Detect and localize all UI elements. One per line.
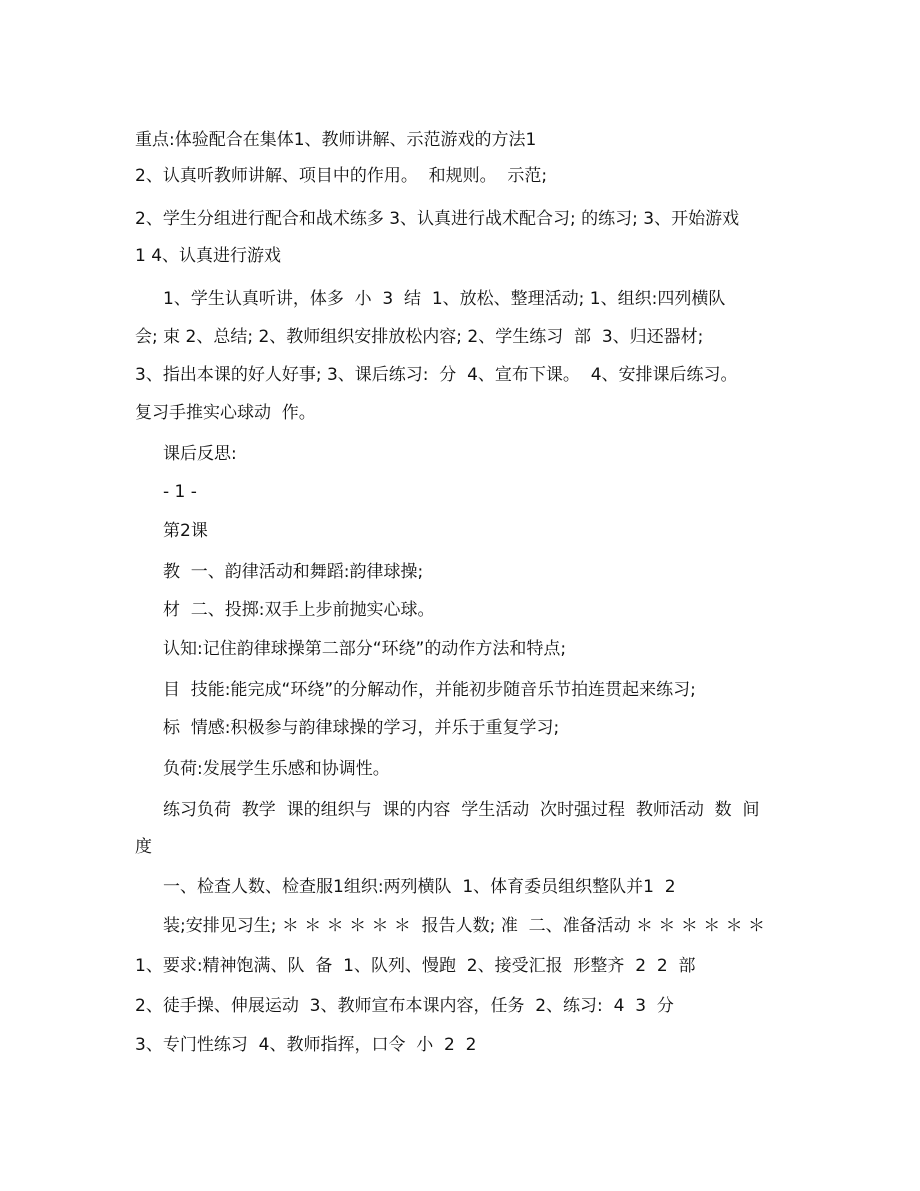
text-line: 2、认真听教师讲解、项目中的作用。 和规则。 示范; [135,166,548,186]
text-line: 1、学生认真听讲，体多 小 3 结 1、放松、整理活动; 1、组织:四列横队 [163,289,726,309]
text-line: 目 技能:能完成“环绕”的分解动作，并能初步随音乐节拍连贯起来练习; [163,680,696,700]
text-line: 负荷:发展学生乐感和协调性。 [163,759,390,779]
text-line: 练习负荷 教学 课的组织与 课的内容 学生活动 次时强过程 教师活动 数 间 [163,800,760,820]
text-line: 材 二、投掷:双手上步前抛实心球。 [163,600,435,620]
text-line: 一、检查人数、检查服1组织:两列横队 1、体育委员组织整队并1 2 [163,877,676,897]
text-line: 1、要求:精神饱满、队 备 1、队列、慢跑 2、接受汇报 形整齐 2 2 部 [135,956,696,976]
text-line: 2、徒手操、伸展运动 3、教师宣布本课内容，任务 2、练习: 4 3 分 [135,996,674,1016]
text-line: 度 [135,837,152,857]
text-line: 教 一、韵律活动和舞蹈:韵律球操; [163,562,424,582]
text-line: 2、学生分组进行配合和战术练多 3、认真进行战术配合习; 的练习; 3、开始游戏 [135,209,740,229]
text-line: 复习手推实心球动 作。 [135,403,316,423]
text-line: 会; 束 2、总结; 2、教师组织安排放松内容; 2、学生练习 部 3、归还器材; [135,327,704,347]
text-line-focus-point: 重点:体验配合在集体1、教师讲解、示范游戏的方法1 [135,130,537,150]
text-line: 1 4、认真进行游戏 [135,246,282,266]
lesson-heading: 第2课 [163,521,208,541]
text-line: 装;安排见习生; ＊ ＊ ＊ ＊ ＊ ＊ 报告人数; 准 二、准备活动 ＊ ＊ ＊ ＊ ＊ ＊ [163,916,766,936]
text-line-reflection-heading: 课后反思: [163,444,237,464]
text-line: 标 情感:积极参与韵律球操的学习，并乐于重复学习; [163,718,560,738]
text-line: 3、指出本课的好人好事; 3、课后练习: 分 4、宣布下课。 4、安排课后练习。 [135,365,738,385]
text-line: 3、专门性练习 4、教师指挥，口令 小 2 2 [135,1035,477,1055]
text-line: 认知:记住韵律球操第二部分“环绕”的动作方法和特点; [163,639,567,659]
page-number: - 1 - [163,482,197,502]
